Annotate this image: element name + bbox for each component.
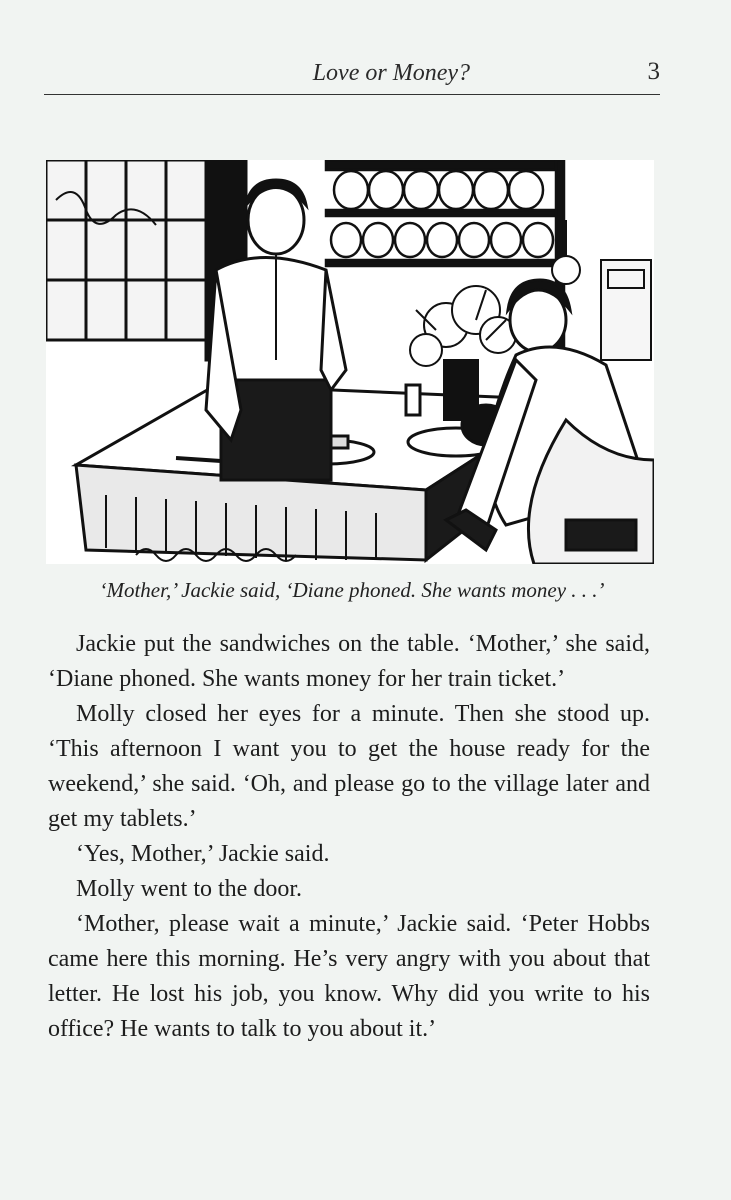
page-number: 3: [647, 58, 660, 85]
paragraph: ‘Yes, Mother,’ Jackie said.: [76, 841, 330, 867]
paragraph: Molly went to the door.: [76, 876, 302, 902]
kitchen-scene-illustration: [46, 160, 654, 564]
body-text: [48, 627, 650, 1047]
running-title: Love or Money?: [312, 60, 470, 86]
illustration-caption: ‘Mother,’ Jackie said, ‘Diane phoned. She wants money . . .’: [99, 578, 605, 602]
paragraph: Molly closed her eyes for a minute. Then she stood up. ‘This afternoon I want you to get the house ready for the weekend,’ she said. ‘Oh, and please go to the village later and get my tablets.’: [48, 701, 650, 832]
paragraph: Jackie put the sandwiches on the table. ‘Mother,’ she said, ‘Diane phoned. She wants money for her train ticket.’: [48, 631, 650, 692]
stove-drawing: [552, 220, 651, 360]
running-header: [44, 54, 660, 95]
paragraph: ‘Mother, please wait a minute,’ Jackie said. ‘Peter Hobbs came here this morning. He’s very angry with you about that letter. He lost his job, you know. Why did you write to his office? He wants to talk to you about it.’: [48, 911, 650, 1042]
